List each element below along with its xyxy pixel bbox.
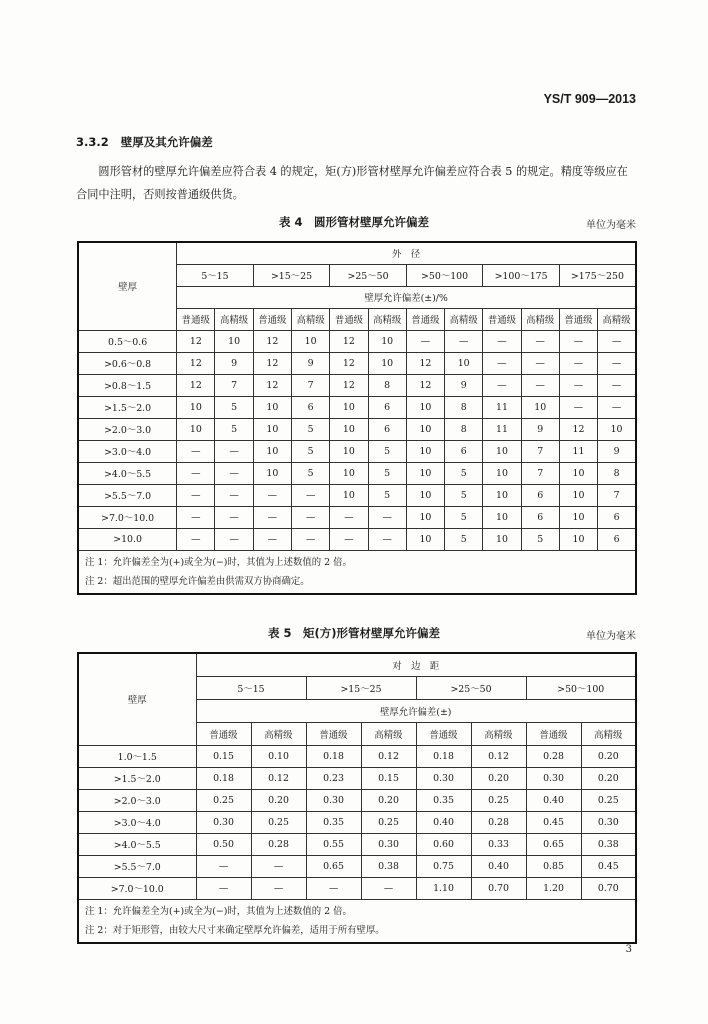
grade-header-standard: 普通级 (483, 308, 521, 330)
table-cell: 0.65 (526, 833, 581, 855)
table-cell: — (253, 506, 291, 528)
table-cell: 10 (330, 462, 368, 484)
table-cell: — (445, 330, 483, 352)
table-cell: 0.55 (306, 833, 361, 855)
table-cell: 5 (292, 462, 330, 484)
grade-header-high-precision: 高精级 (581, 722, 636, 745)
table-cell: 7 (598, 484, 636, 506)
table-notes (78, 899, 636, 943)
table-cell: 0.30 (581, 811, 636, 833)
table-cell: 0.75 (416, 855, 471, 877)
table-cell: 11 (559, 440, 597, 462)
table-row (78, 833, 636, 855)
grade-header-standard: 普通级 (196, 722, 251, 745)
table-cell: 6 (368, 418, 406, 440)
table-cell: 10 (406, 462, 444, 484)
table-row (78, 418, 636, 440)
table-cell: 10 (598, 418, 636, 440)
table-cell: 12 (177, 352, 215, 374)
table-cell: 0.20 (251, 789, 306, 811)
row-label: >10.0 (78, 528, 177, 550)
table-note: 注 1：允许偏差全为(+)或全为(−)时，其值为上述数值的 2 倍。 (85, 556, 352, 568)
table-notes (78, 550, 636, 594)
table-cell: 10 (253, 418, 291, 440)
table-cell: 12 (177, 374, 215, 396)
row-label: >5.5～7.0 (78, 855, 196, 877)
column-range-header: >15～25 (306, 676, 416, 699)
table-cell: 10 (483, 506, 521, 528)
table-cell: 6 (292, 396, 330, 418)
table-row (78, 462, 636, 484)
table-cell: 10 (292, 330, 330, 352)
table-cell: 0.50 (196, 833, 251, 855)
grade-header-standard: 普通级 (177, 308, 215, 330)
table-cell: 0.28 (471, 811, 526, 833)
table5-unit: 单位为毫米 (586, 631, 636, 642)
table-cell: — (306, 877, 361, 899)
page-number: 3 (625, 944, 632, 955)
table-cell: 0.10 (251, 745, 306, 767)
table-row (78, 811, 636, 833)
section-number: 3.3.2 (76, 135, 109, 149)
table-cell: 0.60 (416, 833, 471, 855)
tolerance-header: 壁厚允许偏差(±) (196, 699, 636, 722)
table-cell: 10 (483, 528, 521, 550)
column-range-header: >100～175 (483, 264, 560, 286)
table-cell: 5 (368, 484, 406, 506)
table-cell: 6 (521, 484, 559, 506)
table-cell: 10 (445, 352, 483, 374)
table-cell: 0.40 (526, 789, 581, 811)
table-cell: 10 (215, 330, 253, 352)
standard-number: YS/T 909—2013 (543, 92, 636, 106)
table-cell: 5 (445, 462, 483, 484)
table-row (78, 330, 636, 352)
row-label: >7.0～10.0 (78, 877, 196, 899)
table-cell: 8 (368, 374, 406, 396)
table-row (78, 767, 636, 789)
column-range-header: >25～50 (416, 676, 526, 699)
row-label: 1.0～1.5 (78, 745, 196, 767)
table-cell: 0.85 (526, 855, 581, 877)
table-cell: — (559, 330, 597, 352)
table-cell: — (330, 528, 368, 550)
table-cell: 0.38 (361, 855, 416, 877)
table-row (78, 745, 636, 767)
table-cell: 10 (330, 440, 368, 462)
table-cell: — (406, 330, 444, 352)
table-cell: 0.18 (416, 745, 471, 767)
table-cell: 0.12 (361, 745, 416, 767)
table-cell: 12 (406, 374, 444, 396)
table-row (78, 855, 636, 877)
table-cell: 10 (483, 484, 521, 506)
table-cell: 0.25 (361, 811, 416, 833)
table-cell: 10 (406, 418, 444, 440)
table-cell: 10 (521, 396, 559, 418)
row-label: >4.0～5.5 (78, 833, 196, 855)
table-row (78, 374, 636, 396)
table-cell: — (196, 877, 251, 899)
table-cell: 0.20 (581, 767, 636, 789)
table-cell: 12 (253, 374, 291, 396)
table-cell: — (251, 855, 306, 877)
table-cell: 0.18 (306, 745, 361, 767)
grade-header-high-precision: 高精级 (368, 308, 406, 330)
column-range-header: >50～100 (406, 264, 483, 286)
table-cell: 0.12 (471, 745, 526, 767)
table-cell: — (253, 528, 291, 550)
table-cell: — (292, 506, 330, 528)
body-paragraph: 圆形管材的壁厚允许偏差应符合表 4 的规定，矩(方)形管材壁厚允许偏差应符合表 5 的规定。精度等级应在合同中注明，否则按普通级供货。 (76, 165, 628, 201)
table5 (77, 652, 637, 944)
column-range-header: 5～15 (177, 264, 254, 286)
table-cell: — (215, 528, 253, 550)
table-cell: 5 (445, 528, 483, 550)
table-cell: 6 (598, 506, 636, 528)
table-cell: 0.25 (471, 789, 526, 811)
table-cell: 10 (406, 528, 444, 550)
grade-header-standard: 普通级 (416, 722, 471, 745)
table-cell: 7 (521, 462, 559, 484)
table-cell: 10 (253, 440, 291, 462)
table-cell: 0.12 (251, 767, 306, 789)
table-cell: — (598, 374, 636, 396)
table-cell: 12 (330, 330, 368, 352)
tolerance-header: 壁厚允许偏差(±)/% (177, 286, 636, 308)
table-cell: — (368, 506, 406, 528)
column-range-header: >15～25 (253, 264, 330, 286)
table-cell: 12 (330, 374, 368, 396)
table-cell: 0.25 (196, 789, 251, 811)
section-heading (76, 134, 213, 150)
table-cell: 10 (330, 484, 368, 506)
table-cell: 0.15 (196, 745, 251, 767)
table4-unit: 单位为毫米 (586, 220, 636, 231)
table4-caption: 表 4 圆形管材壁厚允许偏差 (278, 215, 429, 229)
table-cell: 6 (368, 396, 406, 418)
grade-header-standard: 普通级 (559, 308, 597, 330)
table-cell: — (598, 396, 636, 418)
table-cell: 0.28 (526, 745, 581, 767)
table-cell: 0.15 (361, 767, 416, 789)
grade-header-high-precision: 高精级 (445, 308, 483, 330)
table-cell: 10 (368, 352, 406, 374)
table-cell: 0.30 (416, 767, 471, 789)
table-cell: — (521, 330, 559, 352)
row-label: >5.5～7.0 (78, 484, 177, 506)
table-row (78, 877, 636, 899)
table-cell: 0.20 (361, 789, 416, 811)
table-cell: 11 (483, 396, 521, 418)
table-cell: 0.65 (306, 855, 361, 877)
grade-header-high-precision: 高精级 (598, 308, 636, 330)
grade-header-high-precision: 高精级 (471, 722, 526, 745)
table-cell: 0.33 (471, 833, 526, 855)
table-cell: 9 (292, 352, 330, 374)
table-cell: 0.35 (416, 789, 471, 811)
table-cell: 9 (598, 440, 636, 462)
table-cell: 10 (330, 418, 368, 440)
table-cell: — (253, 484, 291, 506)
table-cell: 0.30 (306, 789, 361, 811)
column-range-header: 5～15 (196, 676, 306, 699)
table-cell: — (177, 484, 215, 506)
table-cell: 5 (292, 418, 330, 440)
table-cell: 12 (253, 352, 291, 374)
table-cell: 10 (559, 484, 597, 506)
table-cell: 11 (483, 418, 521, 440)
row-label: >2.0～3.0 (78, 418, 177, 440)
table-cell: 12 (177, 330, 215, 352)
row-header-wall-thickness: 壁厚 (78, 242, 177, 330)
table-cell: — (521, 352, 559, 374)
table-cell: 5 (215, 396, 253, 418)
table-cell: 0.38 (581, 833, 636, 855)
table-cell: — (292, 528, 330, 550)
table-cell: 0.45 (526, 811, 581, 833)
table-cell: 0.40 (416, 811, 471, 833)
table-cell: — (483, 352, 521, 374)
table-cell: 10 (559, 462, 597, 484)
table-cell: — (215, 440, 253, 462)
table-cell: 10 (177, 418, 215, 440)
table-cell: 10 (406, 484, 444, 506)
table-row (78, 506, 636, 528)
grade-header-high-precision: 高精级 (215, 308, 253, 330)
table-row (78, 484, 636, 506)
table-cell: — (251, 877, 306, 899)
row-label: >1.5～2.0 (78, 767, 196, 789)
table-cell: 0.20 (471, 767, 526, 789)
table-cell: 0.35 (306, 811, 361, 833)
table-cell: 9 (445, 374, 483, 396)
table-cell: 5 (215, 418, 253, 440)
table-row (78, 440, 636, 462)
table-cell: — (215, 484, 253, 506)
table-cell: 0.23 (306, 767, 361, 789)
table-cell: 12 (253, 330, 291, 352)
row-label: >0.8～1.5 (78, 374, 177, 396)
table-cell: — (559, 374, 597, 396)
table-cell: 9 (215, 352, 253, 374)
row-label: >2.0～3.0 (78, 789, 196, 811)
table-cell: 10 (177, 396, 215, 418)
table-cell: 0.45 (581, 855, 636, 877)
table-cell: 12 (559, 418, 597, 440)
table-cell: — (177, 528, 215, 550)
table-cell: 10 (330, 396, 368, 418)
row-label: >0.6～0.8 (78, 352, 177, 374)
table-cell: 12 (330, 352, 368, 374)
table-cell: — (361, 877, 416, 899)
table-cell: 10 (253, 462, 291, 484)
table-cell: 5 (292, 440, 330, 462)
row-label: >3.0～4.0 (78, 440, 177, 462)
table-cell: — (330, 506, 368, 528)
table-note: 注 2：对于矩形管，由较大尺寸来确定壁厚允许偏差，适用于所有壁厚。 (85, 924, 385, 936)
table-cell: 1.10 (416, 877, 471, 899)
table-cell: 10 (483, 440, 521, 462)
grade-header-high-precision: 高精级 (361, 722, 416, 745)
table-note: 注 1：允许偏差全为(+)或全为(−)时，其值为上述数值的 2 倍。 (85, 905, 352, 917)
table-cell: — (559, 352, 597, 374)
table4 (77, 241, 637, 595)
table-cell: 10 (368, 330, 406, 352)
table-cell: 0.25 (251, 811, 306, 833)
table-cell: 10 (483, 462, 521, 484)
table-cell: 5 (368, 462, 406, 484)
table-cell: 10 (406, 506, 444, 528)
table-row (78, 528, 636, 550)
table-cell: 0.18 (196, 767, 251, 789)
row-header-wall-thickness: 壁厚 (78, 653, 196, 745)
group-header: 对 边 距 (196, 653, 636, 676)
table-cell: — (292, 484, 330, 506)
group-header: 外 径 (177, 242, 636, 264)
table-cell: — (177, 462, 215, 484)
table-cell: — (598, 330, 636, 352)
table-cell: 0.70 (581, 877, 636, 899)
table-cell: 6 (521, 506, 559, 528)
table-cell: 8 (445, 396, 483, 418)
row-label: >1.5～2.0 (78, 396, 177, 418)
row-label: >4.0～5.5 (78, 462, 177, 484)
table-cell: — (177, 506, 215, 528)
section-title: 壁厚及其允许偏差 (120, 135, 213, 149)
table-cell: 1.20 (526, 877, 581, 899)
table-cell: — (215, 506, 253, 528)
table-cell: 0.25 (581, 789, 636, 811)
table-cell: 7 (215, 374, 253, 396)
table-note: 注 2：超出范围的壁厚允许偏差由供需双方协商确定。 (85, 575, 310, 587)
table-cell: 0.40 (471, 855, 526, 877)
table-cell: — (368, 528, 406, 550)
table-row (78, 789, 636, 811)
table-row (78, 352, 636, 374)
grade-header-standard: 普通级 (330, 308, 368, 330)
table-cell: 9 (521, 418, 559, 440)
table-cell: — (598, 352, 636, 374)
column-range-header: >50～100 (526, 676, 636, 699)
row-label: >7.0～10.0 (78, 506, 177, 528)
table-cell: 0.30 (196, 811, 251, 833)
table-cell: — (521, 374, 559, 396)
table-cell: 5 (445, 506, 483, 528)
table-cell: 0.70 (471, 877, 526, 899)
table-cell: 0.30 (361, 833, 416, 855)
table-cell: 5 (445, 484, 483, 506)
row-label: 0.5～0.6 (78, 330, 177, 352)
table-cell: — (196, 855, 251, 877)
table-cell: 0.30 (526, 767, 581, 789)
table-cell: — (177, 440, 215, 462)
table-cell: 6 (598, 528, 636, 550)
grade-header-standard: 普通级 (406, 308, 444, 330)
table-cell: 10 (559, 528, 597, 550)
grade-header-standard: 普通级 (526, 722, 581, 745)
table-cell: 12 (406, 352, 444, 374)
table-cell: 8 (598, 462, 636, 484)
table-row (78, 396, 636, 418)
column-range-header: >25～50 (330, 264, 407, 286)
grade-header-standard: 普通级 (306, 722, 361, 745)
table-cell: — (559, 396, 597, 418)
table5-caption: 表 5 矩(方)形管材壁厚允许偏差 (267, 626, 440, 640)
table-cell: 5 (521, 528, 559, 550)
table-cell: 0.28 (251, 833, 306, 855)
table-cell: 10 (406, 440, 444, 462)
table-cell: 5 (368, 440, 406, 462)
grade-header-high-precision: 高精级 (251, 722, 306, 745)
grade-header-high-precision: 高精级 (521, 308, 559, 330)
column-range-header: >175～250 (559, 264, 636, 286)
table-cell: — (483, 374, 521, 396)
grade-header-high-precision: 高精级 (292, 308, 330, 330)
table-cell: 8 (445, 418, 483, 440)
grade-header-standard: 普通级 (253, 308, 291, 330)
table-cell: 10 (406, 396, 444, 418)
table-cell: 10 (559, 506, 597, 528)
table-cell: 0.20 (581, 745, 636, 767)
table-cell: 7 (292, 374, 330, 396)
table-cell: 6 (445, 440, 483, 462)
table-cell: — (483, 330, 521, 352)
row-label: >3.0～4.0 (78, 811, 196, 833)
table-cell: 7 (521, 440, 559, 462)
table-cell: — (215, 462, 253, 484)
table-cell: 10 (253, 396, 291, 418)
